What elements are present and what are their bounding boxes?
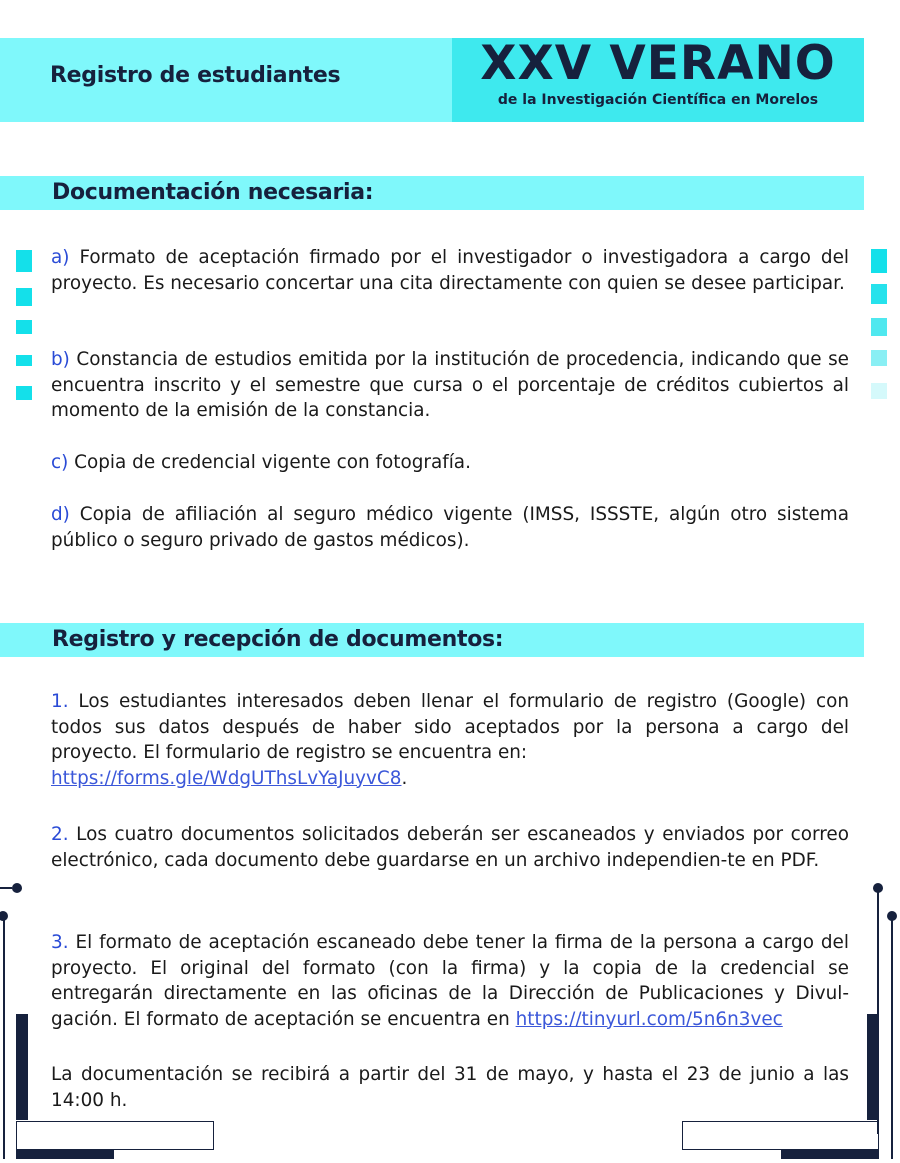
decor-square — [871, 350, 887, 366]
closing-note: La documentación se recibirá a partir del 31 de mayo, y hasta el 23 de junio a las 14:00 h. — [51, 1064, 849, 1111]
step-marker: 1. — [51, 691, 69, 712]
frame-box — [682, 1121, 879, 1150]
item-marker: a) — [51, 247, 70, 268]
item-text: Constancia de estudios emitida por la institución de procedencia, indicando que se encuentra inscrito y el semestre que cursa o el porcentaje de créditos cubiertos al momento de la emisión de la constancia. — [51, 349, 849, 421]
item-marker: c) — [51, 452, 69, 473]
step-marker: 2. — [51, 824, 69, 845]
decor-square — [871, 249, 887, 273]
item-text: Formato de aceptación firmado por el investigador o investigadora a cargo del proyecto. Es necesario concertar una cita directamente con quien se desee participar. — [51, 247, 849, 294]
doc-item-c — [51, 450, 849, 476]
title-subline: de la Investigación Científica en Morelos — [497, 92, 819, 108]
item-marker: d) — [51, 504, 70, 525]
decor-square — [16, 320, 32, 334]
doc-item-b — [51, 347, 849, 424]
item-marker: b) — [51, 349, 70, 370]
header-subtitle: Registro de estudiantes — [50, 63, 341, 88]
decor-square — [16, 355, 32, 366]
doc-item-d — [51, 502, 849, 553]
step-text: Los cuatro documentos solicitados deberán ser escaneados y enviados por correo electrónico, cada documento debe guardarse en un archivo independien-te en PDF. — [51, 824, 849, 871]
frame-dot — [12, 883, 22, 893]
registration-form-link[interactable]: https://forms.gle/WdgUThsLvYaJuyvC8 — [51, 767, 402, 789]
frame-bar — [16, 1150, 114, 1159]
step-marker: 3. — [51, 932, 69, 953]
step-text: El formato de aceptación escaneado debe tener la firma de la persona a cargo del proyecto. El original del formato (con la firma) y la copia de la credencial se entregarán directamente en las oficinas de la Dirección de Publicaciones y Divul-gación. El formato de aceptación se encuentra en — [51, 932, 849, 1030]
frame-line — [0, 887, 12, 889]
section-title-registration: Registro y recepción de documentos: — [52, 627, 504, 652]
frame-line — [891, 919, 893, 1159]
item-text: Copia de credencial vigente con fotografía. — [74, 452, 471, 473]
decor-square — [16, 250, 32, 272]
decor-square — [871, 318, 887, 336]
step-3 — [51, 930, 849, 1032]
item-text: Copia de afiliación al seguro médico vigente (IMSS, ISSSTE, algún otro sistema público o seguro privado de gastos médicos). — [51, 504, 849, 551]
section-title-documentation: Documentación necesaria: — [52, 180, 374, 205]
decor-square — [16, 386, 32, 400]
step-1 — [51, 689, 849, 791]
step-text: Los estudiantes interesados deben llenar el formulario de registro (Google) con todos sus datos después de haber sido aceptados por la persona a cargo del proyecto. El formulario de registro se encuentra en: — [51, 691, 849, 763]
frame-bar — [16, 1014, 28, 1120]
frame-box — [16, 1121, 214, 1150]
step-2 — [51, 822, 849, 873]
doc-item-a — [51, 245, 849, 296]
decor-square — [871, 284, 887, 304]
decor-square — [16, 288, 32, 306]
frame-bar — [781, 1150, 879, 1159]
decor-square — [871, 383, 887, 399]
step-punctuation: . — [401, 767, 408, 789]
page-title: XXV VERANO — [480, 36, 836, 91]
frame-line — [3, 919, 5, 1159]
acceptance-format-link[interactable]: https://tinyurl.com/5n6n3vec — [515, 1008, 783, 1030]
frame-bar — [867, 1014, 879, 1120]
